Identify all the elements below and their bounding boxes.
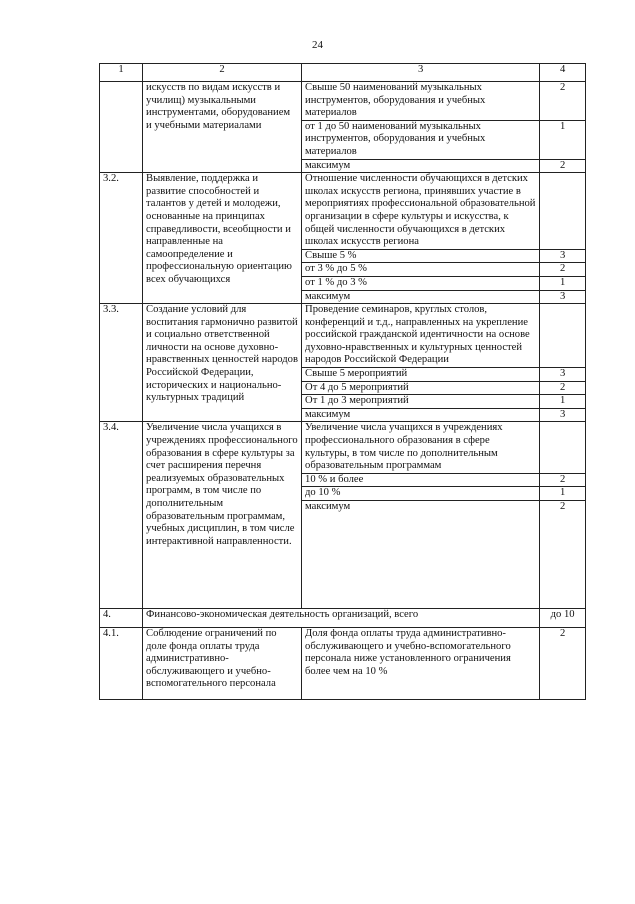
criterion-cell: Создание условий для воспитания гармонично развитой и социально ответственной личности на основе духовно-нравственных ценностей народов Российской Федерации, исторических и национально-культурных традиций — [143, 304, 302, 422]
item-number — [100, 82, 143, 173]
points-cell: 2 — [540, 381, 586, 395]
indicator-cell: Доля фонда оплаты труда административно-обслуживающего и учебно-вспомогательного персонала ниже установленного ограничения более чем на 10 % — [302, 628, 540, 700]
points-cell: 2 — [540, 159, 586, 173]
points-cell: 3 — [540, 408, 586, 422]
points-cell — [540, 422, 586, 473]
section-row — [100, 609, 586, 628]
indicator-cell: максимум — [302, 501, 540, 609]
points-cell: 1 — [540, 120, 586, 159]
indicator-cell: Свыше 5 мероприятий — [302, 368, 540, 382]
item-number: 3.2. — [100, 173, 143, 304]
table-row — [100, 304, 586, 368]
table-header-row — [100, 64, 586, 82]
points-cell: 2 — [540, 473, 586, 487]
points-cell: 2 — [540, 263, 586, 277]
indicator-cell: Свыше 5 % — [302, 249, 540, 263]
indicator-cell: максимум — [302, 159, 540, 173]
indicator-cell: От 1 до 3 мероприятий — [302, 395, 540, 409]
points-cell — [540, 173, 586, 250]
indicator-cell: от 1 % до 3 % — [302, 276, 540, 290]
indicator-cell: до 10 % — [302, 487, 540, 501]
criterion-cell: Соблюдение ограничений по доле фонда оплаты труда административно-обслуживающего и учебно-вспомогательного персонала — [143, 628, 302, 700]
header-col-3: 3 — [302, 64, 540, 82]
indicator-cell: Проведение семинаров, круглых столов, конференций и т.д., направленных на укрепление российской гражданской идентичности на основе духовно-нравственных и культурных ценностей народов Российской Федерации — [302, 304, 540, 368]
indicator-cell: Отношение численности обучающихся в детских школах искусств региона, принявших участие в мероприятиях профессиональной образовательной организации в сфере культуры и искусства, к общей численности обучающихся в детских школах искусств региона — [302, 173, 540, 250]
table-row — [100, 82, 586, 121]
points-cell: 1 — [540, 276, 586, 290]
item-number: 3.4. — [100, 422, 143, 609]
header-col-1: 1 — [100, 64, 143, 82]
table-row — [100, 628, 586, 700]
indicator-cell: От 4 до 5 мероприятий — [302, 381, 540, 395]
indicator-cell: Увеличение числа учащихся в учреждениях профессионального образования в сфере культуры, в том числе по дополнительным образовательным программам — [302, 422, 540, 473]
indicator-cell: максимум — [302, 408, 540, 422]
table-row — [100, 422, 586, 473]
points-cell: 3 — [540, 368, 586, 382]
points-cell: 2 — [540, 501, 586, 609]
criterion-cell: Увеличение числа учащихся в учреждениях профессионального образования в сфере культуры за счет расширения перечня реализуемых образовательных программ, в том числе по дополнительным образовательным программам, учебных дисциплин, в том числе интерактивной направленности. — [143, 422, 302, 609]
criteria-table — [99, 63, 586, 700]
points-cell: 2 — [540, 628, 586, 700]
table-row — [100, 173, 586, 250]
item-number: 3.3. — [100, 304, 143, 422]
section-title: Финансово-экономическая деятельность организаций, всего — [143, 609, 540, 628]
points-cell: 2 — [540, 82, 586, 121]
section-points: до 10 — [540, 609, 586, 628]
indicator-cell: максимум — [302, 290, 540, 304]
indicator-cell: Свыше 50 наименований музыкальных инструментов, оборудования и учебных материалов — [302, 82, 540, 121]
indicator-cell: 10 % и более — [302, 473, 540, 487]
indicator-cell: от 1 до 50 наименований музыкальных инструментов, оборудования и учебных материалов — [302, 120, 540, 159]
points-cell: 1 — [540, 395, 586, 409]
header-col-2: 2 — [143, 64, 302, 82]
points-cell: 3 — [540, 290, 586, 304]
points-cell: 3 — [540, 249, 586, 263]
item-number: 4.1. — [100, 628, 143, 700]
header-col-4: 4 — [540, 64, 586, 82]
criterion-cell: искусств по видам искусств и училищ) музыкальными инструментами, оборудованием и учебными материалами — [143, 82, 302, 173]
points-cell: 1 — [540, 487, 586, 501]
points-cell — [540, 304, 586, 368]
indicator-cell: от 3 % до 5 % — [302, 263, 540, 277]
section-number: 4. — [100, 609, 143, 628]
page-number: 24 — [312, 39, 323, 51]
criterion-cell: Выявление, поддержка и развитие способностей и талантов у детей и молодежи, основанные на принципах справедливости, всеобщности и направленные на самоопределение и профессиональную ориентацию всех обучающихся — [143, 173, 302, 304]
